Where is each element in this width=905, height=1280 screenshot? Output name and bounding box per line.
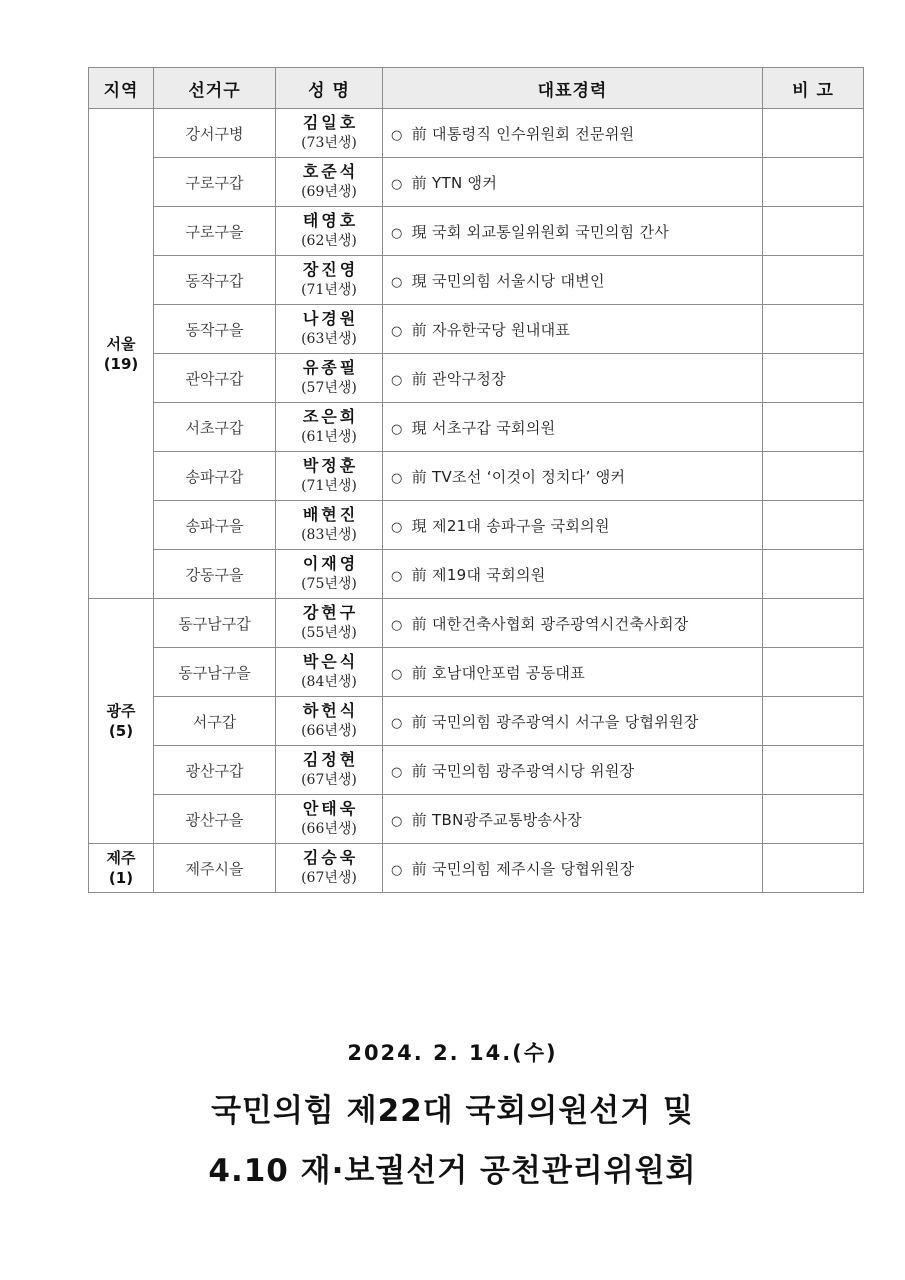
career-text: 前 YTN 앵커: [411, 173, 498, 192]
region-name: 제주: [106, 849, 136, 867]
career-cell: [383, 697, 763, 746]
note-cell: [763, 697, 864, 746]
footer-org-line-1: 국민의힘 제22대 국회의원선거 및: [211, 1093, 694, 1129]
career-text: 前 호남대안포럼 공동대표: [411, 663, 585, 682]
table-row: [89, 746, 864, 795]
career-text: 前 대통령직 인수위원회 전문위원: [411, 124, 635, 143]
table-row: [89, 403, 864, 452]
district-cell: 송파구갑: [154, 452, 276, 501]
district-cell: 제주시을: [154, 844, 276, 893]
candidate-birth-year: (67년생): [301, 870, 357, 886]
candidate-birth-year: (84년생): [301, 674, 357, 690]
district-cell: 강동구을: [154, 550, 276, 599]
career-text: 前 TBN광주교통방송사장: [411, 810, 582, 829]
career-cell: [383, 550, 763, 599]
candidate-name: 안태욱: [302, 799, 359, 818]
career-cell: [383, 158, 763, 207]
career-cell: [383, 648, 763, 697]
note-cell: [763, 599, 864, 648]
career-cell: [383, 354, 763, 403]
candidate-cell: [276, 354, 383, 403]
candidate-name: 김정현: [302, 750, 359, 769]
candidate-name: 태영호: [302, 211, 359, 230]
career-cell: [383, 305, 763, 354]
candidate-cell: [276, 403, 383, 452]
candidate-birth-year: (67년생): [301, 772, 357, 788]
bullet-icon: ○: [391, 617, 403, 633]
table-row: [89, 109, 864, 158]
career-text: 前 국민의힘 제주시을 당협위원장: [411, 859, 635, 878]
candidate-birth-year: (69년생): [301, 184, 357, 200]
candidate-cell: [276, 501, 383, 550]
bullet-icon: ○: [391, 225, 403, 241]
bullet-icon: ○: [391, 176, 403, 192]
candidate-birth-year: (63년생): [301, 331, 357, 347]
bullet-icon: ○: [391, 862, 403, 878]
note-cell: [763, 403, 864, 452]
bullet-icon: ○: [391, 372, 403, 388]
career-text: 現 국회 외교통일위원회 국민의힘 간사: [411, 222, 670, 241]
bullet-icon: ○: [391, 666, 403, 682]
note-cell: [763, 501, 864, 550]
candidate-birth-year: (55년생): [301, 625, 357, 641]
note-cell: [763, 256, 864, 305]
candidate-name: 박은식: [302, 652, 359, 671]
career-text: 前 제19대 국회의원: [411, 565, 546, 584]
district-cell: 광산구을: [154, 795, 276, 844]
candidate-birth-year: (83년생): [301, 527, 357, 543]
candidate-birth-year: (73년생): [301, 135, 357, 151]
district-cell: 서구갑: [154, 697, 276, 746]
candidate-name: 배현진: [302, 505, 359, 524]
candidate-cell: [276, 648, 383, 697]
career-text: 現 서초구갑 국회의원: [411, 418, 556, 437]
bullet-icon: ○: [391, 323, 403, 339]
region-cell: [89, 109, 154, 599]
region-cell: [89, 844, 154, 893]
header-district: 선거구: [154, 68, 276, 109]
career-text: 前 TV조선 ‘이것이 정치다’ 앵커: [411, 467, 626, 486]
table-row: [89, 844, 864, 893]
table-body: [89, 109, 864, 893]
career-text: 前 국민의힘 광주광역시 서구을 당협위원장: [411, 712, 699, 731]
district-cell: 동구남구을: [154, 648, 276, 697]
header-note: 비 고: [763, 68, 864, 109]
table-row: [89, 158, 864, 207]
career-text: 前 국민의힘 광주광역시당 위원장: [411, 761, 635, 780]
bullet-icon: ○: [391, 421, 403, 437]
candidate-cell: [276, 452, 383, 501]
header-region: 지역: [89, 68, 154, 109]
district-cell: 구로구을: [154, 207, 276, 256]
career-cell: [383, 746, 763, 795]
career-cell: [383, 403, 763, 452]
candidate-birth-year: (75년생): [301, 576, 357, 592]
region-count: (19): [103, 354, 139, 373]
career-cell: [383, 452, 763, 501]
footer-org-line-2: 4.10 재·보궐선거 공천관리위원회: [208, 1153, 697, 1189]
region-cell: [89, 599, 154, 844]
region-count: (5): [108, 722, 134, 740]
career-text: 前 관악구청장: [411, 369, 506, 388]
table-row: [89, 501, 864, 550]
bullet-icon: ○: [391, 470, 403, 486]
candidate-cell: [276, 746, 383, 795]
table-row: [89, 550, 864, 599]
candidate-name: 이재영: [302, 554, 359, 573]
career-text: 現 국민의힘 서울시당 대변인: [411, 271, 605, 290]
header-name: 성 명: [276, 68, 383, 109]
footer-date: 2024. 2. 14.(수): [347, 1041, 558, 1065]
district-cell: 동작구을: [154, 305, 276, 354]
candidate-birth-year: (57년생): [301, 380, 357, 396]
note-cell: [763, 795, 864, 844]
table-row: [89, 256, 864, 305]
bullet-icon: ○: [391, 764, 403, 780]
note-cell: [763, 452, 864, 501]
candidate-cell: [276, 795, 383, 844]
candidate-cell: [276, 158, 383, 207]
note-cell: [763, 550, 864, 599]
district-cell: 동작구갑: [154, 256, 276, 305]
candidate-name: 유종필: [302, 358, 359, 377]
table-row: [89, 648, 864, 697]
region-count: (1): [108, 869, 134, 887]
candidate-birth-year: (66년생): [301, 723, 357, 739]
candidate-birth-year: (71년생): [301, 282, 357, 298]
candidate-birth-year: (66년생): [301, 821, 357, 837]
career-text: 前 대한건축사협회 광주광역시건축사회장: [411, 614, 689, 633]
bullet-icon: ○: [391, 568, 403, 584]
district-cell: 광산구갑: [154, 746, 276, 795]
note-cell: [763, 746, 864, 795]
district-cell: 동구남구갑: [154, 599, 276, 648]
career-text: 現 제21대 송파구을 국회의원: [411, 516, 610, 535]
note-cell: [763, 109, 864, 158]
candidate-birth-year: (62년생): [301, 233, 357, 249]
candidate-table: [88, 67, 864, 893]
note-cell: [763, 648, 864, 697]
candidate-cell: [276, 109, 383, 158]
district-cell: 서초구갑: [154, 403, 276, 452]
region-name: 광주: [106, 702, 136, 720]
candidate-name: 장진영: [302, 260, 359, 279]
note-cell: [763, 844, 864, 893]
district-cell: 관악구갑: [154, 354, 276, 403]
table-header-row: [89, 68, 864, 109]
candidate-name: 호준석: [302, 162, 359, 181]
career-cell: [383, 207, 763, 256]
header-career: 대표경력: [383, 68, 763, 109]
note-cell: [763, 158, 864, 207]
bullet-icon: ○: [391, 127, 403, 143]
candidate-cell: [276, 207, 383, 256]
bullet-icon: ○: [391, 274, 403, 290]
table-row: [89, 207, 864, 256]
career-cell: [383, 256, 763, 305]
career-cell: [383, 844, 763, 893]
career-cell: [383, 795, 763, 844]
region-name: 서울: [106, 334, 136, 353]
bullet-icon: ○: [391, 519, 403, 535]
candidate-cell: [276, 599, 383, 648]
note-cell: [763, 207, 864, 256]
table-row: [89, 697, 864, 746]
bullet-icon: ○: [391, 715, 403, 731]
candidate-name: 하헌식: [302, 701, 359, 720]
table-row: [89, 305, 864, 354]
note-cell: [763, 305, 864, 354]
district-cell: 송파구을: [154, 501, 276, 550]
district-cell: 강서구병: [154, 109, 276, 158]
career-cell: [383, 109, 763, 158]
table-row: [89, 795, 864, 844]
candidate-name: 김승욱: [302, 848, 359, 867]
candidate-cell: [276, 305, 383, 354]
candidate-birth-year: (61년생): [301, 429, 357, 445]
table-row: [89, 452, 864, 501]
candidate-name: 강현구: [302, 603, 359, 622]
table-row: [89, 599, 864, 648]
bullet-icon: ○: [391, 813, 403, 829]
career-text: 前 자유한국당 원내대표: [411, 320, 571, 339]
candidate-cell: [276, 697, 383, 746]
candidate-cell: [276, 256, 383, 305]
note-cell: [763, 354, 864, 403]
candidate-name: 김일호: [302, 113, 359, 132]
candidate-birth-year: (71년생): [301, 478, 357, 494]
career-cell: [383, 599, 763, 648]
table-row: [89, 354, 864, 403]
candidate-cell: [276, 550, 383, 599]
candidate-cell: [276, 844, 383, 893]
candidate-name: 조은희: [302, 407, 359, 426]
candidate-name: 박정훈: [302, 456, 359, 475]
candidate-name: 나경원: [302, 309, 359, 328]
district-cell: 구로구갑: [154, 158, 276, 207]
career-cell: [383, 501, 763, 550]
